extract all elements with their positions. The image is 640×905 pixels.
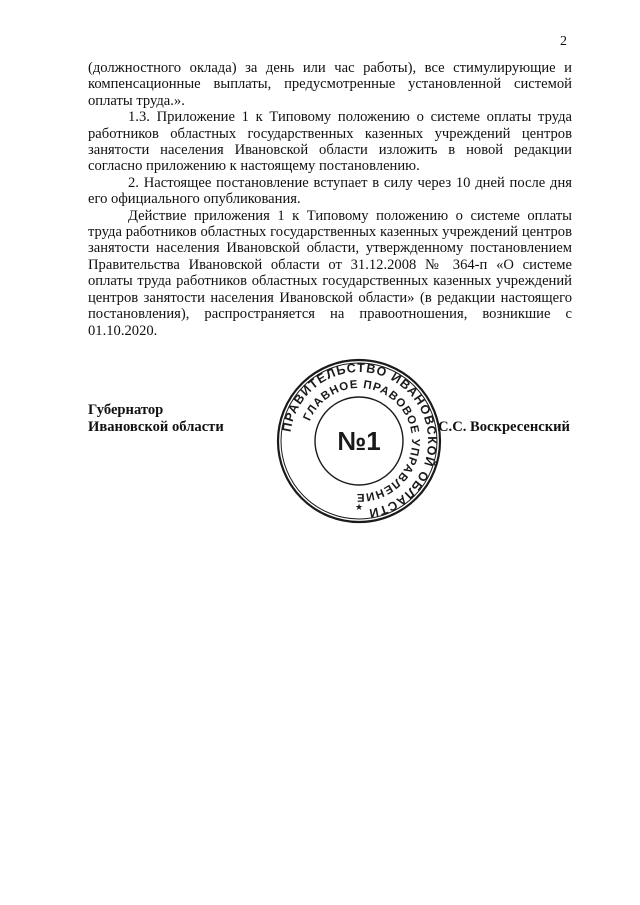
signer-name: С.С. Воскресенский [438, 419, 570, 435]
signature-title [88, 402, 224, 435]
signer-position: Губернатор [88, 402, 164, 418]
star-icon: ★ [354, 502, 364, 512]
seal-number: №1 [337, 426, 381, 456]
seal-outer-text: ПРАВИТЕЛЬСТВО ИВАНОВСКОЙ ОБЛАСТИ [279, 360, 440, 521]
document-body [88, 60, 572, 339]
paragraph-item-1-3: 1.3. Приложение 1 к Типовому положению о системе оплаты труда работников областных государственных казенных учреждений центров занятости населения Ивановской области изложить в новой редакции согласно приложению к настоящему постановлению. [88, 109, 572, 175]
paragraph-item-2: 2. Настоящее постановление вступает в силу через 10 дней после дня его официального опубликования. [88, 174, 572, 208]
page-number: 2 [560, 34, 567, 49]
paragraph-continuation: (должностного оклада) за день или час работы), все стимулирующие и компенсационные выплаты, предусмотренные установленной системой оплаты труда.». [88, 60, 572, 109]
official-seal [276, 358, 442, 524]
paragraph-effect: Действие приложения 1 к Типовому положению о системе оплаты труда работников областных государственных казенных учреждений центров занятости населения Ивановской области, утвержденному постановлением Правительства Ивановской области от 31.12.2008 № 364-п «О системе оплаты труда работников областных государственных казенных учреждений центров занятости населения Ивановской области» (в редакции настоящего постановления), распространяется на правоотношения, возникшие с 01.10.2020. [88, 207, 572, 339]
signer-region: Ивановской области [88, 418, 224, 435]
seal-inner-text: ГЛАВНОЕ ПРАВОВОЕ УПРАВЛЕНИЕ [301, 378, 422, 504]
